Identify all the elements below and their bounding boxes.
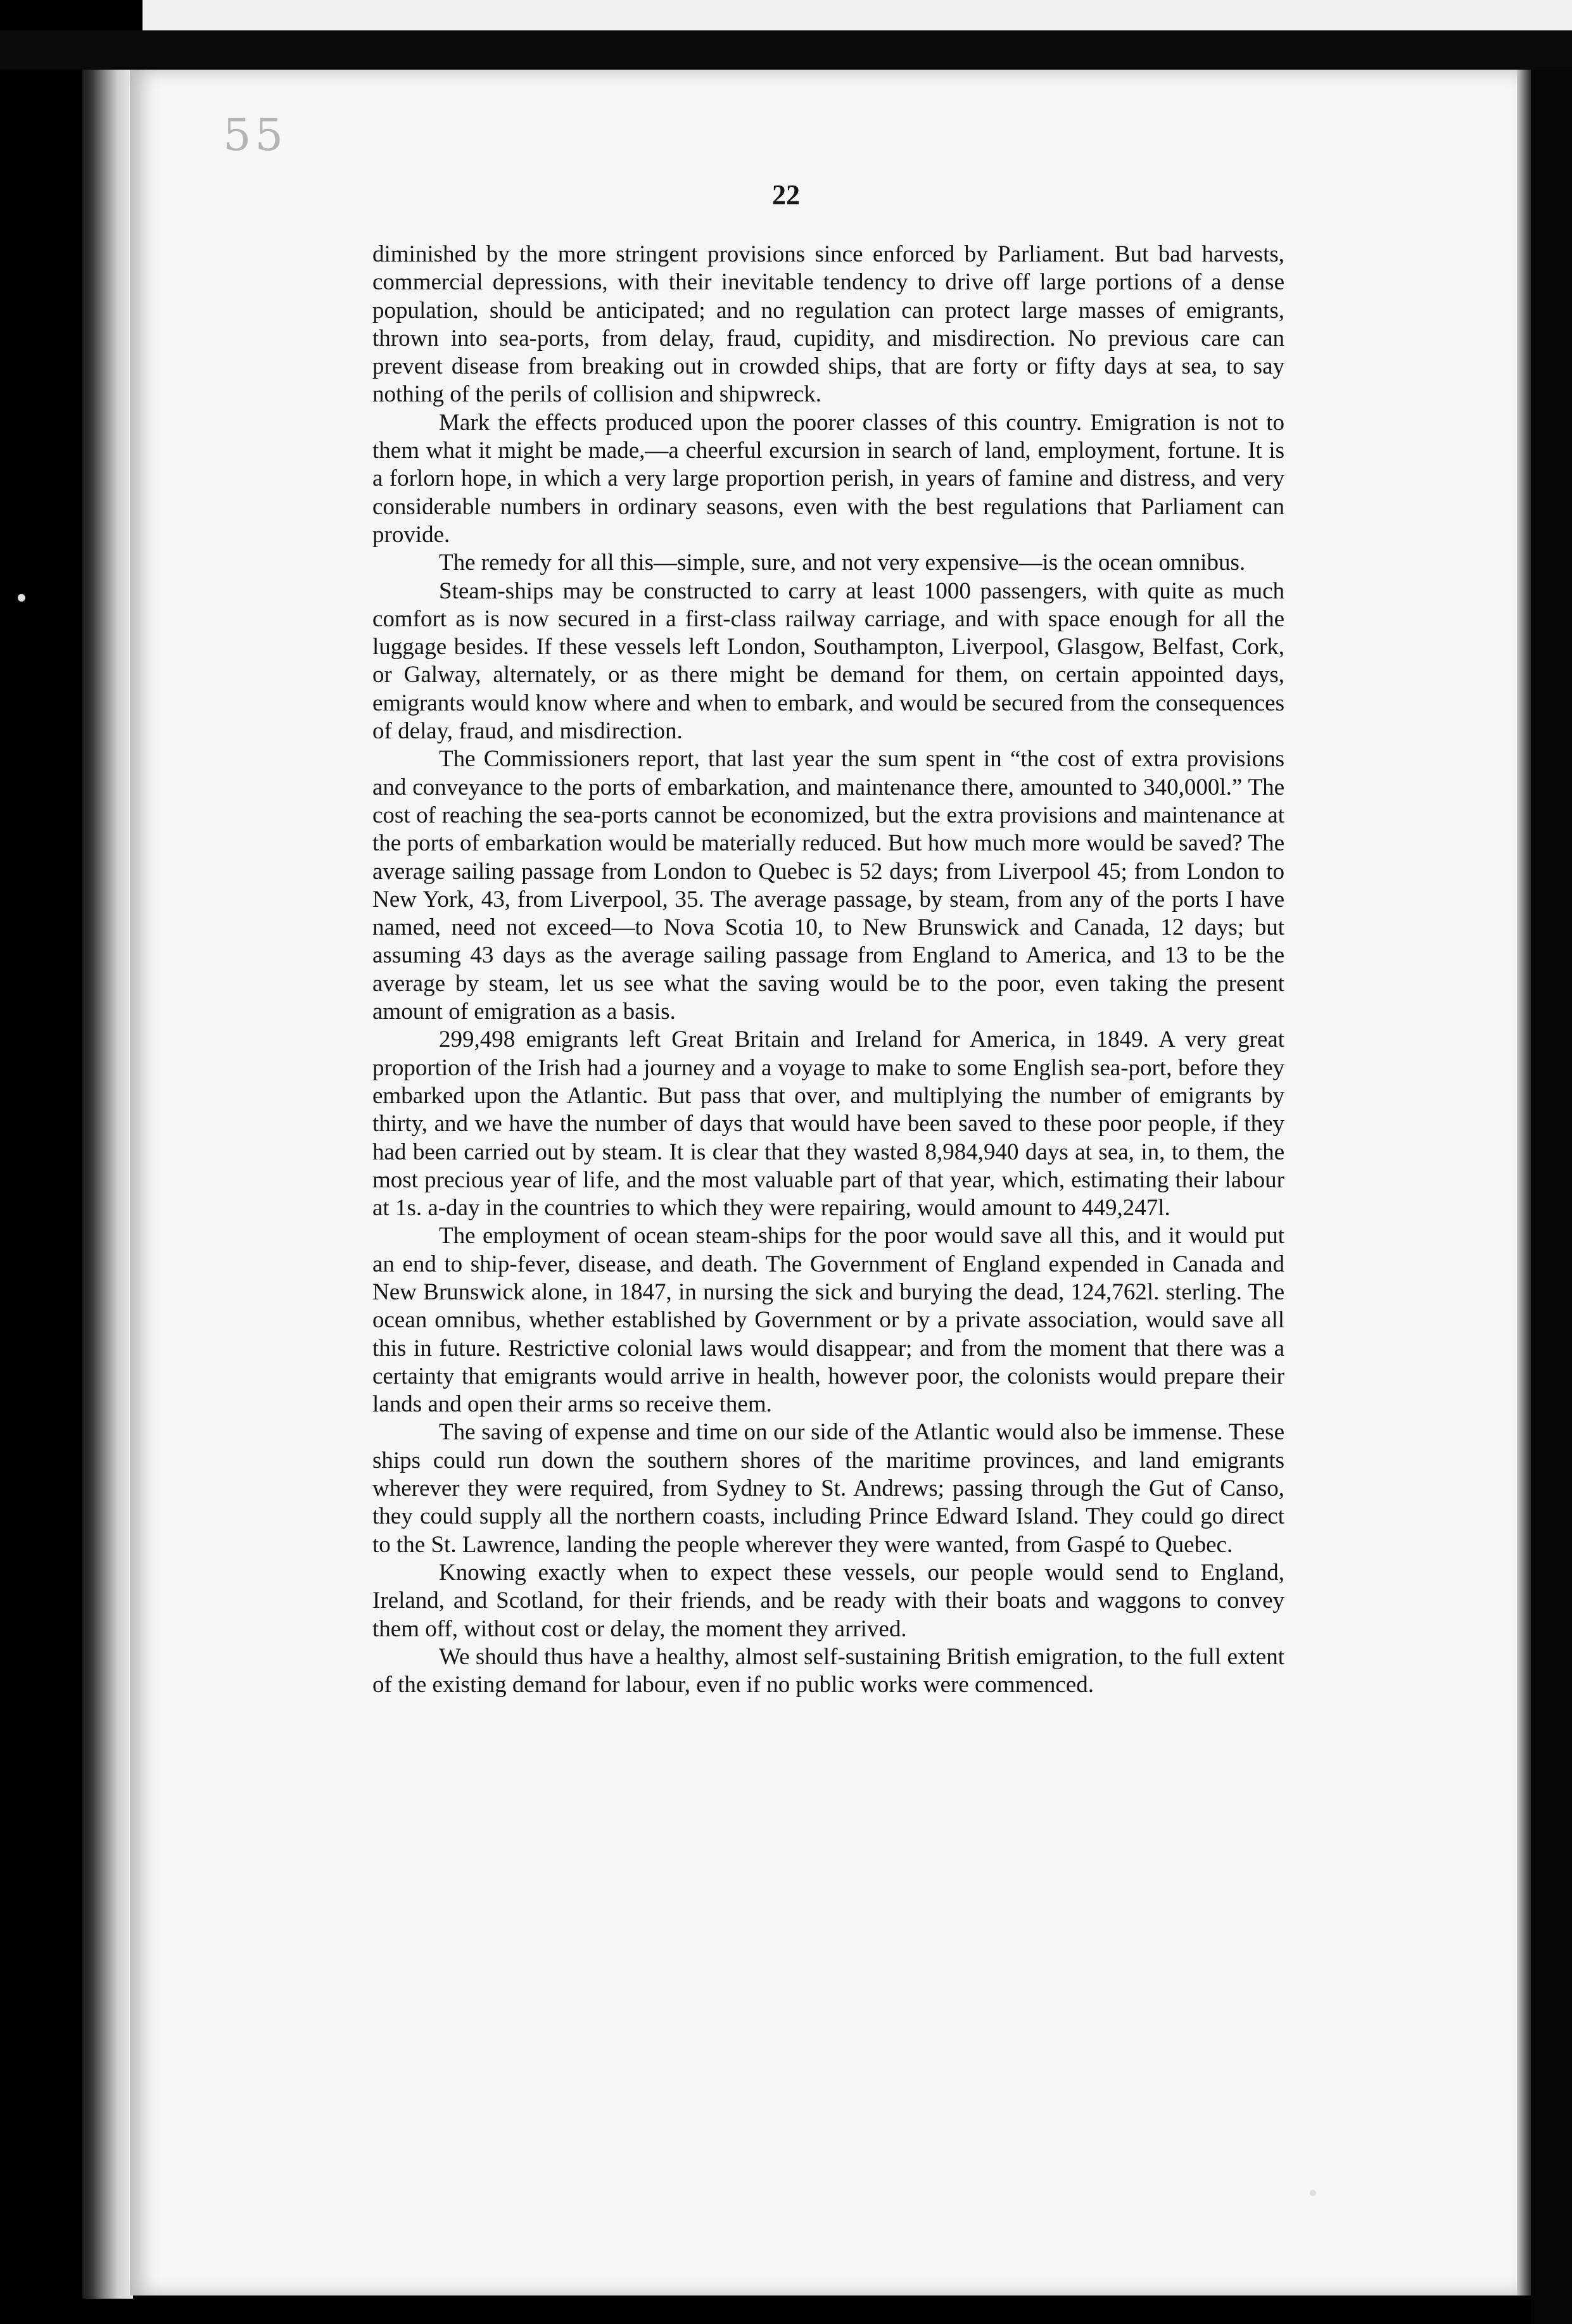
scan-top-band [0, 30, 1572, 70]
paragraph: The employment of ocean steam-ships for the poor would save all this, and it would put an end to ship-fever, disease, and death. The Government of England expended in Canada and New Brunswick alone, in 1847, in nursing the sick and burying the dead, 124,762l. sterling. The ocean omnibus, whether established by Government or by a private association, would save all this in future. Restrictive colonial laws would disappear; and from the moment that there was a certainty that emigrants would arrive in health, however poor, the colonists would prepare their lands and open their arms so receive them. [372, 1223, 1284, 1418]
scan-right-edge [1531, 70, 1572, 2324]
book-binding-edge [82, 70, 133, 2299]
paragraph: Mark the effects produced upon the poorer classes of this country. Emigration is not to them what it might be made,—a cheerful excursion in search of land, employment, fortune. It is a forlorn hope, in which a very large proportion perish, in years of famine and distress, and very considerable numbers in ordinary seasons, even with the best regulations that Parliament can provide. [372, 409, 1284, 548]
paragraph: The saving of expense and time on our side of the Atlantic would also be immense. These ships could run down the southern shores of the maritime provinces, and land emigrants wherever they were required, from Sydney to St. Andrews; passing through the Gut of Canso, they could supply all the northern coasts, including Prince Edward Island. They could go direct to the St. Lawrence, landing the people wherever they were wanted, from Gaspé to Quebec. [372, 1419, 1284, 1558]
scan-speck [1310, 2190, 1316, 2196]
library-stamp-number: 55 [223, 109, 288, 161]
scan-top-sheet [143, 0, 1572, 30]
paragraph: Steam-ships may be constructed to carry at least 1000 passengers, with quite as much comfort as is now secured in a first-class railway carriage, and with space enough for all the luggage besides. If these vessels left London, Southampton, Liverpool, Glasgow, Belfast, Cork, or Galway, alternately, or as there might be demand for them, on certain appointed days, emigrants would know where and when to embark, and would be secured from the consequences of delay, fraud, and misdirection. [372, 578, 1284, 745]
paragraph: Knowing exactly when to expect these vessels, our people would send to England, Ireland, and Scotland, for their friends, and be ready with their boats and waggons to convey them off, without cost or delay, the moment they arrived. [372, 1559, 1284, 1642]
body-text [372, 241, 1284, 1699]
paragraph: 299,498 emigrants left Great Britain and Ireland for America, in 1849. A very great proportion of the Irish had a journey and a voyage to make to some English sea-port, before they embarked upon the Atlantic. But pass that over, and multiplying the number of emigrants by thirty, and we have the number of days that would have been saved to these poor people, if they had been carried out by steam. It is clear that they wasted 8,984,940 days at sea, in, to them, the most precious year of life, and the most valuable part of that year, which, estimating their labour at 1s. a-day in the countries to which they were repairing, would amount to 449,247l. [372, 1026, 1284, 1222]
paragraph: The remedy for all this—simple, sure, and not very expensive—is the ocean omnibus. [439, 550, 1246, 576]
paragraph: diminished by the more stringent provisions since enforced by Parliament. But bad harvests, commercial depressions, with their inevitable tendency to drive off large portions of a dense population, should be anticipated; and no regulation can protect large masses of emigrants, thrown into sea-ports, from delay, fraud, cupidity, and misdirection. No previous care can prevent disease from breaking out in crowded ships, that are forty or fifty days at sea, to say nothing of the perils of collision and shipwreck. [372, 241, 1284, 408]
paragraph: The Commissioners report, that last year the sum spent in “the cost of extra provisions and conveyance to the ports of embarkation, and maintenance there, amounted to 340,000l.” The cost of reaching the sea-ports cannot be economized, but the extra provisions and maintenance at the ports of embarkation would be materially reduced. But how much more would be saved? The average sailing passage from London to Quebec is 52 days; from Liverpool 45; from London to New York, 43, from Liverpool, 35. The average passage, by steam, from any of the ports I have named, need not exceed—to Nova Scotia 10, to New Brunswick and Canada, 12 days; but assuming 43 days as the average sailing passage from England to America, and 13 to be the average by steam, let us see what the saving would be to the poor, even taking the present amount of emigration as a basis. [372, 746, 1284, 1025]
paragraph: We should thus have a healthy, almost self-sustaining British emigration, to the full extent of the existing demand for labour, even if no public works were commenced. [372, 1643, 1284, 1698]
scan-speck [18, 594, 25, 602]
page-right-shadow [1517, 70, 1531, 2296]
page-number: 22 [772, 179, 800, 210]
